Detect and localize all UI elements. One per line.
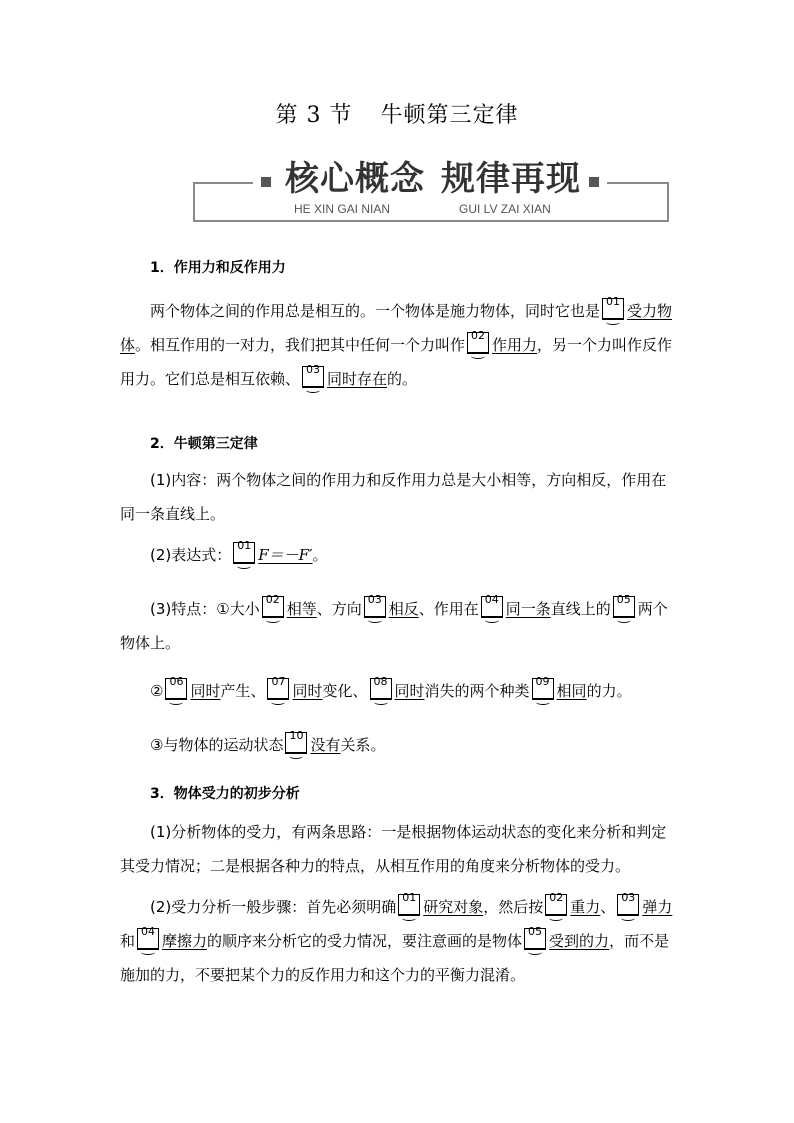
text: 的。 — [387, 370, 418, 388]
answer-text: 相等 — [286, 600, 317, 618]
answer-blank — [302, 363, 324, 388]
text: ，而不是施加的力，不要把某个力的反作用力和这个力的平衡力混淆。 — [120, 932, 670, 984]
banner-pinyin-right: GUI LV ZAI XIAN — [459, 202, 551, 216]
answer-text: 受 — [627, 302, 643, 320]
answer-text: 力物体 — [120, 302, 673, 354]
law-features — [120, 592, 680, 660]
answer-blank — [364, 593, 386, 618]
answer-blank — [267, 675, 289, 700]
text: (2)表达式： — [150, 546, 232, 564]
answer-text: 摩擦力 — [162, 932, 208, 950]
blank-number: 10 — [289, 729, 304, 742]
text: 。相互作用的一对力，我们把其中任何一个力叫作 — [135, 336, 466, 354]
blank-number: 05 — [528, 925, 543, 938]
formula: F＝－F′ — [258, 546, 313, 564]
answer-text: 同时 — [394, 682, 425, 700]
law-expression — [120, 538, 680, 572]
answer-blank — [165, 675, 187, 700]
answer-blank — [602, 295, 624, 320]
banner-title-left: 核心概念 — [285, 159, 425, 199]
answer-text: 同时 — [190, 682, 221, 700]
law-features-3 — [120, 728, 680, 762]
answer-text: 相同 — [556, 682, 587, 700]
answer-blank — [524, 925, 546, 950]
answer-text: 研究对象 — [423, 898, 484, 916]
banner-title-right: 规律再现 — [441, 159, 581, 199]
answer-blank — [467, 329, 489, 354]
blank-number: 07 — [271, 675, 286, 688]
answer-blank — [617, 891, 639, 916]
section-name: 牛顿第三定律 — [380, 103, 519, 128]
text: ，另一个力叫作反作用力。它们总是相互依赖、 — [120, 336, 673, 388]
answer-blank — [233, 539, 255, 564]
blank-number: 04 — [484, 593, 499, 606]
answer-blank — [262, 593, 284, 618]
text: 、作用在 — [418, 600, 479, 618]
blank-number: 01 — [606, 295, 621, 308]
answer-blank — [613, 593, 635, 618]
answer-text: 没有 — [310, 736, 341, 754]
text: 两个物体之间的作用总是相互的。一个物体是施力物体，同时它也是 — [150, 302, 601, 320]
law-content — [120, 463, 680, 531]
text: ② — [150, 682, 164, 700]
blank-number: 01 — [237, 539, 252, 552]
banner-pinyin-left: HE XIN GAI NIAN — [294, 202, 391, 216]
text: 两个物体上。 — [120, 600, 668, 652]
banner-line-left — [193, 182, 253, 184]
answer-text: 受到的力 — [549, 932, 610, 950]
blank-number: 02 — [265, 593, 280, 606]
text: 变化、 — [322, 682, 368, 700]
answer-text: 作用力 — [492, 336, 538, 354]
banner-line-right — [607, 182, 667, 184]
text: 。 — [312, 546, 328, 564]
text: (1)内容：两个物体之间的作用力和反作用力总是大小相等，方向相反，作用在同一条直线上。 — [120, 471, 667, 523]
answer-text: 重力 — [570, 898, 601, 916]
answer-blank — [285, 729, 307, 754]
answer-text: 同时存在 — [327, 370, 388, 388]
text: 、 — [600, 898, 616, 916]
answer-blank — [545, 891, 567, 916]
banner-square-right — [589, 177, 599, 187]
text: 、方向 — [316, 600, 362, 618]
text: (3)特点：①大小 — [150, 600, 260, 618]
answer-text: 弹力 — [642, 898, 673, 916]
answer-blank — [532, 675, 554, 700]
text: 消失的两个种类 — [424, 682, 530, 700]
blank-number: 02 — [471, 329, 486, 342]
blank-number: 02 — [549, 891, 564, 904]
answer-text: 同时 — [292, 682, 323, 700]
blank-number: 03 — [306, 363, 321, 376]
section-banner — [193, 156, 667, 222]
section-number: 第 3 节 — [275, 103, 353, 128]
answer-blank — [370, 675, 392, 700]
text: ，然后按 — [483, 898, 544, 916]
answer-blank — [137, 925, 159, 950]
section-1-paragraph — [120, 294, 680, 396]
law-features-2 — [120, 674, 680, 708]
section-1-heading: 1．作用力和反作用力 — [150, 260, 286, 276]
text: ③与物体的运动状态 — [150, 736, 284, 754]
text: 和 — [120, 932, 136, 950]
text: 产生、 — [220, 682, 266, 700]
analysis-paragraph-2 — [120, 890, 680, 992]
section-3-heading: 3．物体受力的初步分析 — [150, 786, 300, 802]
banner-frame — [193, 182, 669, 222]
blank-number: 04 — [141, 925, 156, 938]
blank-number: 06 — [169, 675, 184, 688]
blank-number: 09 — [535, 675, 550, 688]
banner-square-left — [261, 177, 271, 187]
text: 的力。 — [586, 682, 632, 700]
text: 直线上的 — [550, 600, 611, 618]
answer-text: 同一条 — [505, 600, 551, 618]
answer-blank — [481, 593, 503, 618]
blank-number: 01 — [402, 891, 417, 904]
answer-text: 相反 — [388, 600, 419, 618]
section-2-heading: 2．牛顿第三定律 — [150, 436, 258, 452]
text: (1)分析物体的受力，有两条思路：一是根据物体运动状态的变化来分析和判定其受力情况；二是根据各种力的特点，从相互作用的角度来分析物体的受力。 — [120, 823, 667, 875]
blank-number: 05 — [616, 593, 631, 606]
text: (2)受力分析一般步骤：首先必须明确 — [150, 898, 397, 916]
answer-blank — [398, 891, 420, 916]
blank-number: 03 — [621, 891, 636, 904]
page-title — [0, 98, 794, 129]
blank-number: 08 — [373, 675, 388, 688]
blank-number: 03 — [367, 593, 382, 606]
text: 的顺序来分析它的受力情况，要注意画的是物体 — [207, 932, 523, 950]
analysis-paragraph-1 — [120, 815, 680, 883]
text: 关系。 — [340, 736, 386, 754]
